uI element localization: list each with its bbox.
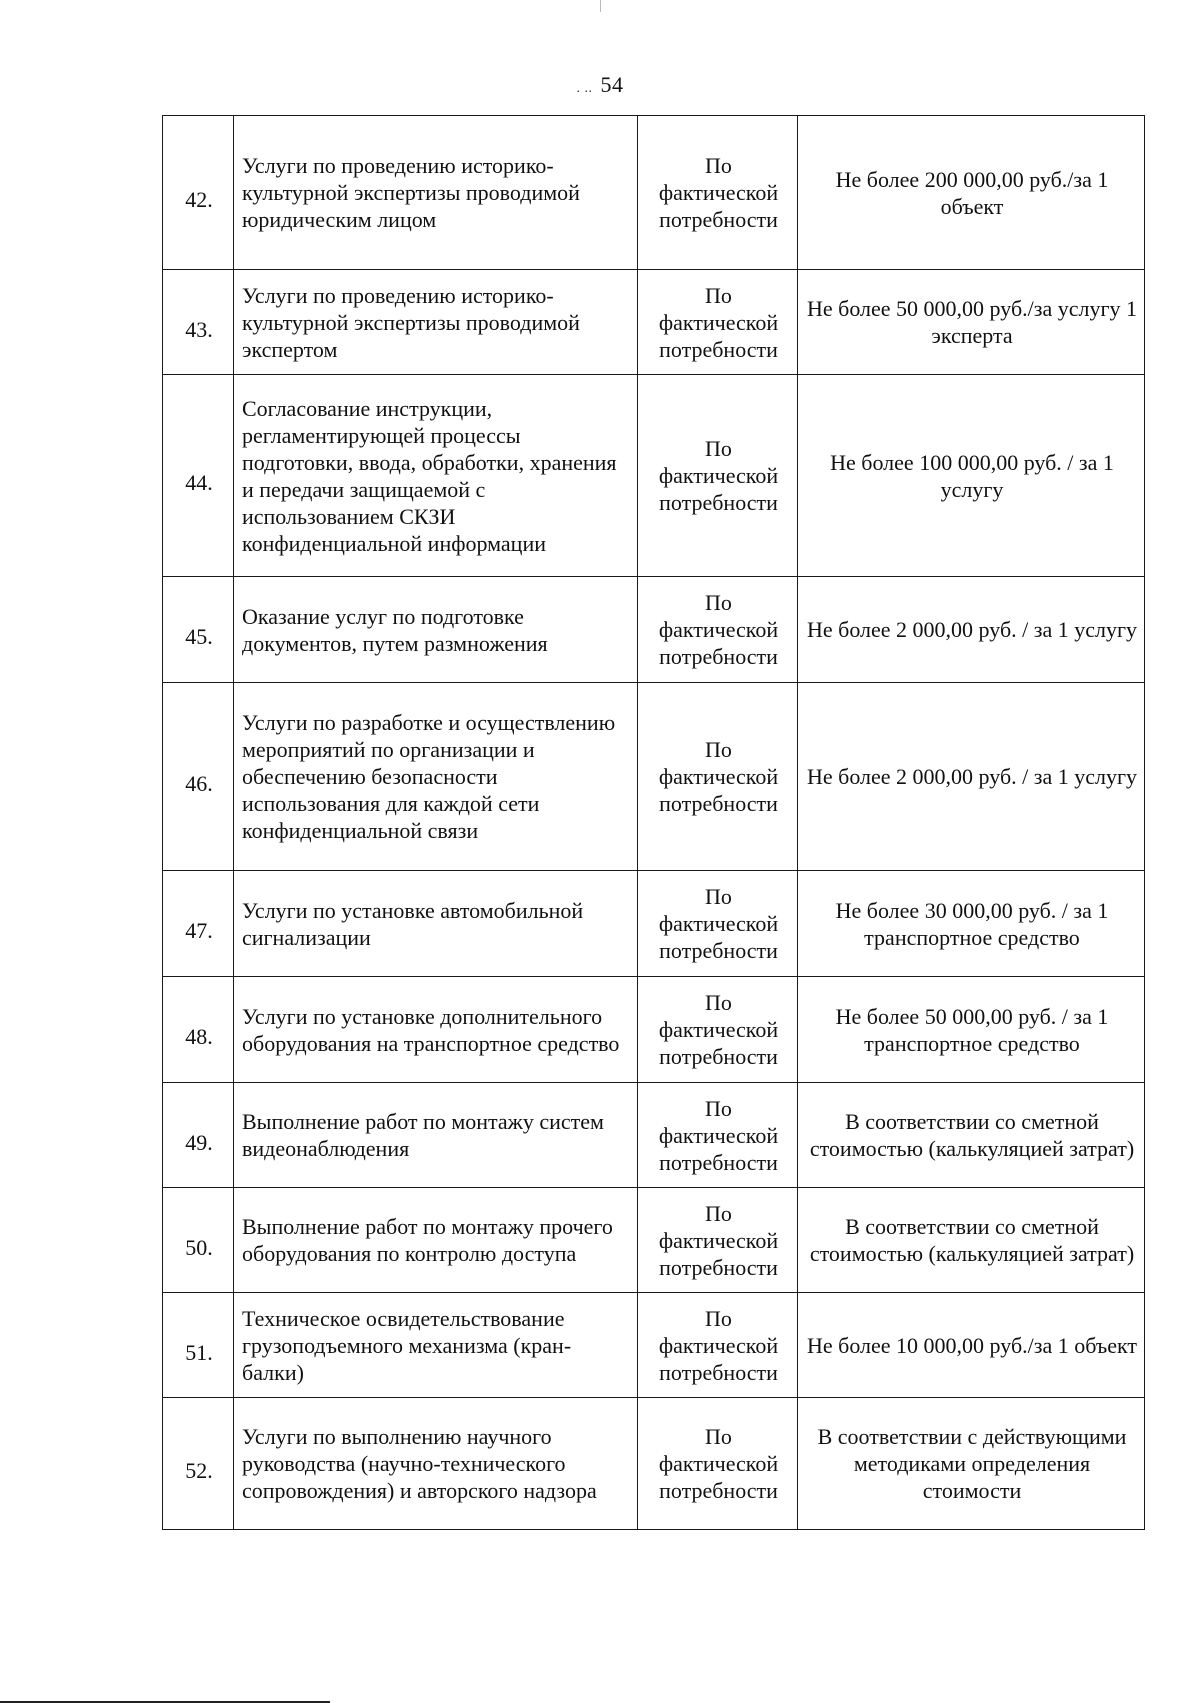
row-number: 50. bbox=[163, 1188, 234, 1293]
service-name: Услуги по проведению историко-культурной экспертизы проводимой экспертом bbox=[234, 270, 638, 375]
page-number-value: 54 bbox=[600, 72, 624, 97]
service-name: Услуги по проведению историко-культурной экспертизы проводимой юридическим лицом bbox=[234, 116, 638, 270]
service-name: Услуги по установке дополнительного оборудования на транспортное средство bbox=[234, 977, 638, 1083]
page-number-dots: . .. bbox=[576, 81, 593, 96]
service-price: Не более 50 000,00 руб. / за 1 транспортное средство bbox=[798, 977, 1145, 1083]
service-price: В соответствии со сметной стоимостью (калькуляцией затрат) bbox=[798, 1188, 1145, 1293]
service-quantity: По фактической потребности bbox=[638, 683, 798, 871]
service-name: Услуги по разработке и осуществлению мероприятий по организации и обеспечению безопасности использования для каждой сети конфиденциальной связи bbox=[234, 683, 638, 871]
table-row bbox=[163, 375, 1145, 577]
table-row bbox=[163, 1398, 1145, 1530]
table-row bbox=[163, 871, 1145, 977]
table-row bbox=[163, 683, 1145, 871]
service-price: Не более 200 000,00 руб./за 1 объект bbox=[798, 116, 1145, 270]
service-price: Не более 100 000,00 руб. / за 1 услугу bbox=[798, 375, 1145, 577]
service-name: Выполнение работ по монтажу прочего оборудования по контролю доступа bbox=[234, 1188, 638, 1293]
row-number: 51. bbox=[163, 1293, 234, 1398]
row-number: 49. bbox=[163, 1083, 234, 1188]
service-quantity: По фактической потребности bbox=[638, 375, 798, 577]
service-name: Выполнение работ по монтажу систем видеонаблюдения bbox=[234, 1083, 638, 1188]
service-quantity: По фактической потребности bbox=[638, 1083, 798, 1188]
table-row bbox=[163, 116, 1145, 270]
service-price: Не более 2 000,00 руб. / за 1 услугу bbox=[798, 683, 1145, 871]
service-quantity: По фактической потребности bbox=[638, 116, 798, 270]
service-quantity: По фактической потребности bbox=[638, 577, 798, 683]
table-row bbox=[163, 577, 1145, 683]
table-row bbox=[163, 270, 1145, 375]
service-quantity: По фактической потребности bbox=[638, 1188, 798, 1293]
service-name: Услуги по установке автомобильной сигнализации bbox=[234, 871, 638, 977]
row-number: 44. bbox=[163, 375, 234, 577]
service-price: Не более 30 000,00 руб. / за 1 транспортное средство bbox=[798, 871, 1145, 977]
row-number: 45. bbox=[163, 577, 234, 683]
row-number: 48. bbox=[163, 977, 234, 1083]
service-price: Не более 10 000,00 руб./за 1 объект bbox=[798, 1293, 1145, 1398]
table-row bbox=[163, 1293, 1145, 1398]
row-number: 43. bbox=[163, 270, 234, 375]
service-name: Техническое освидетельствование грузоподъемного механизма (кран-балки) bbox=[234, 1293, 638, 1398]
service-price: Не более 2 000,00 руб. / за 1 услугу bbox=[798, 577, 1145, 683]
scan-artifact bbox=[600, 0, 601, 12]
service-price: Не более 50 000,00 руб./за услугу 1 эксперта bbox=[798, 270, 1145, 375]
table-row bbox=[163, 1083, 1145, 1188]
row-number: 42. bbox=[163, 116, 234, 270]
table-row bbox=[163, 1188, 1145, 1293]
service-quantity: По фактической потребности bbox=[638, 1293, 798, 1398]
service-name: Оказание услуг по подготовке документов, путем размножения bbox=[234, 577, 638, 683]
service-quantity: По фактической потребности bbox=[638, 977, 798, 1083]
service-price: В соответствии со сметной стоимостью (калькуляцией затрат) bbox=[798, 1083, 1145, 1188]
service-name: Согласование инструкции, регламентирующей процессы подготовки, ввода, обработки, хранения и передачи защищаемой с использованием СКЗИ конфиденциальной информации bbox=[234, 375, 638, 577]
service-quantity: По фактической потребности bbox=[638, 270, 798, 375]
row-number: 46. bbox=[163, 683, 234, 871]
service-quantity: По фактической потребности bbox=[638, 871, 798, 977]
service-price: В соответствии с действующими методиками определения стоимости bbox=[798, 1398, 1145, 1530]
row-number: 47. bbox=[163, 871, 234, 977]
page-number bbox=[0, 72, 1200, 98]
service-name: Услуги по выполнению научного руководства (научно-технического сопровождения) и авторского надзора bbox=[234, 1398, 638, 1530]
services-table bbox=[162, 115, 1145, 1530]
table-row bbox=[163, 977, 1145, 1083]
service-quantity: По фактической потребности bbox=[638, 1398, 798, 1530]
row-number: 52. bbox=[163, 1398, 234, 1530]
